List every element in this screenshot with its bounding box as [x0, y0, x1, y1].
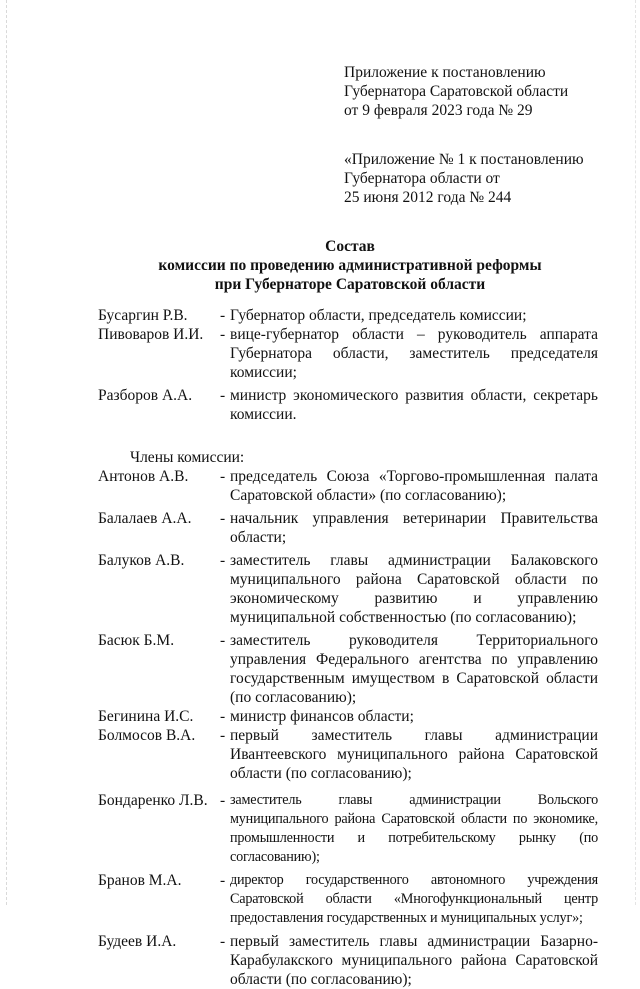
document-subtitle-line1: комиссии по проведению административной реформы — [158, 257, 542, 274]
appendix-line: от 9 февраля 2023 года № 29 — [344, 102, 533, 119]
dash-separator: - — [220, 326, 226, 343]
appendix-line: Приложение к постановлению — [344, 64, 546, 81]
original-appendix-line: «Приложение № 1 к постановлению — [344, 151, 584, 168]
document-subtitle-line2: при Губернаторе Саратовской области — [214, 276, 486, 293]
member-name: Балалаев А.А. — [98, 510, 192, 527]
member-row — [98, 386, 598, 424]
member-name: Бранов М.А. — [98, 872, 182, 889]
member-role: директор государственного автономного учреждения Саратовской области «Многофункциональный центр предоставления государственных и муниципальных услуг»; — [230, 872, 598, 926]
member-role: заместитель главы администрации Балаковского муниципального района Саратовской области по экономическому развитию и управлению муниципальной собственностью (по согласованию); — [230, 552, 598, 626]
appendix-line: Губернатора Саратовской области — [344, 83, 569, 100]
member-row — [98, 551, 598, 627]
member-row — [98, 871, 598, 928]
dash-separator: - — [220, 387, 226, 404]
member-name: Антонов А.В. — [98, 468, 189, 485]
member-name: Бондаренко Л.В. — [98, 792, 208, 809]
member-row — [98, 726, 598, 783]
dash-separator: - — [220, 727, 226, 744]
document-title: Состав — [325, 238, 375, 255]
member-row — [98, 707, 598, 726]
member-role: первый заместитель главы администрации Ивантеевского муниципального района Саратовской области (по согласованию); — [230, 727, 598, 782]
member-row — [98, 509, 598, 547]
member-role: заместитель главы администрации Вольского муниципального района Саратовской области по экономике, промышленности и потребительскому рынку (по согласованию); — [230, 792, 598, 865]
dash-separator: - — [220, 872, 226, 889]
member-row — [98, 325, 598, 382]
member-row — [98, 631, 598, 707]
original-appendix-line: 25 июня 2012 года № 244 — [344, 189, 512, 206]
dash-separator: - — [220, 552, 226, 569]
commission-list — [98, 306, 598, 989]
member-role: председатель Союза «Торгово-промышленная палата Саратовской области» (по согласованию); — [230, 468, 598, 504]
member-name: Пивоваров И.И. — [98, 326, 204, 343]
member-role: заместитель руководителя Территориального управления Федерального агентства по управлению государственным имуществом в Саратовской области (по согласованию); — [230, 632, 598, 706]
member-role: начальник управления ветеринарии Правительства области; — [230, 510, 598, 546]
member-role: министр экономического развития области, секретарь комиссии. — [230, 387, 598, 423]
member-name: Будеев И.А. — [98, 933, 177, 950]
member-row — [98, 791, 598, 867]
dash-separator: - — [220, 307, 226, 324]
appendix-header — [344, 63, 568, 120]
members-heading: Члены комиссии: — [130, 449, 245, 466]
scan-edge-right — [635, 0, 637, 905]
member-name: Разборов А.А. — [98, 387, 193, 404]
member-role: Губернатор области, председатель комиссии; — [230, 307, 527, 324]
member-role: вице-губернатор области – руководитель аппарата Губернатора области, заместитель председателя комиссии; — [230, 326, 598, 381]
dash-separator: - — [220, 933, 226, 950]
dash-separator: - — [220, 632, 226, 649]
dash-separator: - — [220, 510, 226, 527]
dash-separator: - — [220, 468, 226, 485]
member-role: первый заместитель главы администрации Базарно-Карабулакского муниципального района Саратовской области (по согласованию); — [230, 933, 598, 988]
member-name: Бусаргин Р.В. — [98, 307, 188, 324]
member-name: Бегинина И.С. — [98, 708, 194, 725]
member-name: Басюк Б.М. — [98, 632, 175, 649]
dash-separator: - — [220, 708, 226, 725]
member-name: Болмосов В.А. — [98, 727, 196, 744]
member-row — [98, 467, 598, 505]
member-row — [98, 306, 598, 325]
member-name: Балуков А.В. — [98, 552, 185, 569]
original-appendix-line: Губернатора области от — [344, 170, 500, 187]
member-row — [98, 932, 598, 989]
original-appendix-header — [344, 150, 584, 207]
member-role: министр финансов области; — [230, 708, 414, 725]
scan-edge-left — [6, 0, 8, 905]
dash-separator: - — [220, 792, 226, 809]
